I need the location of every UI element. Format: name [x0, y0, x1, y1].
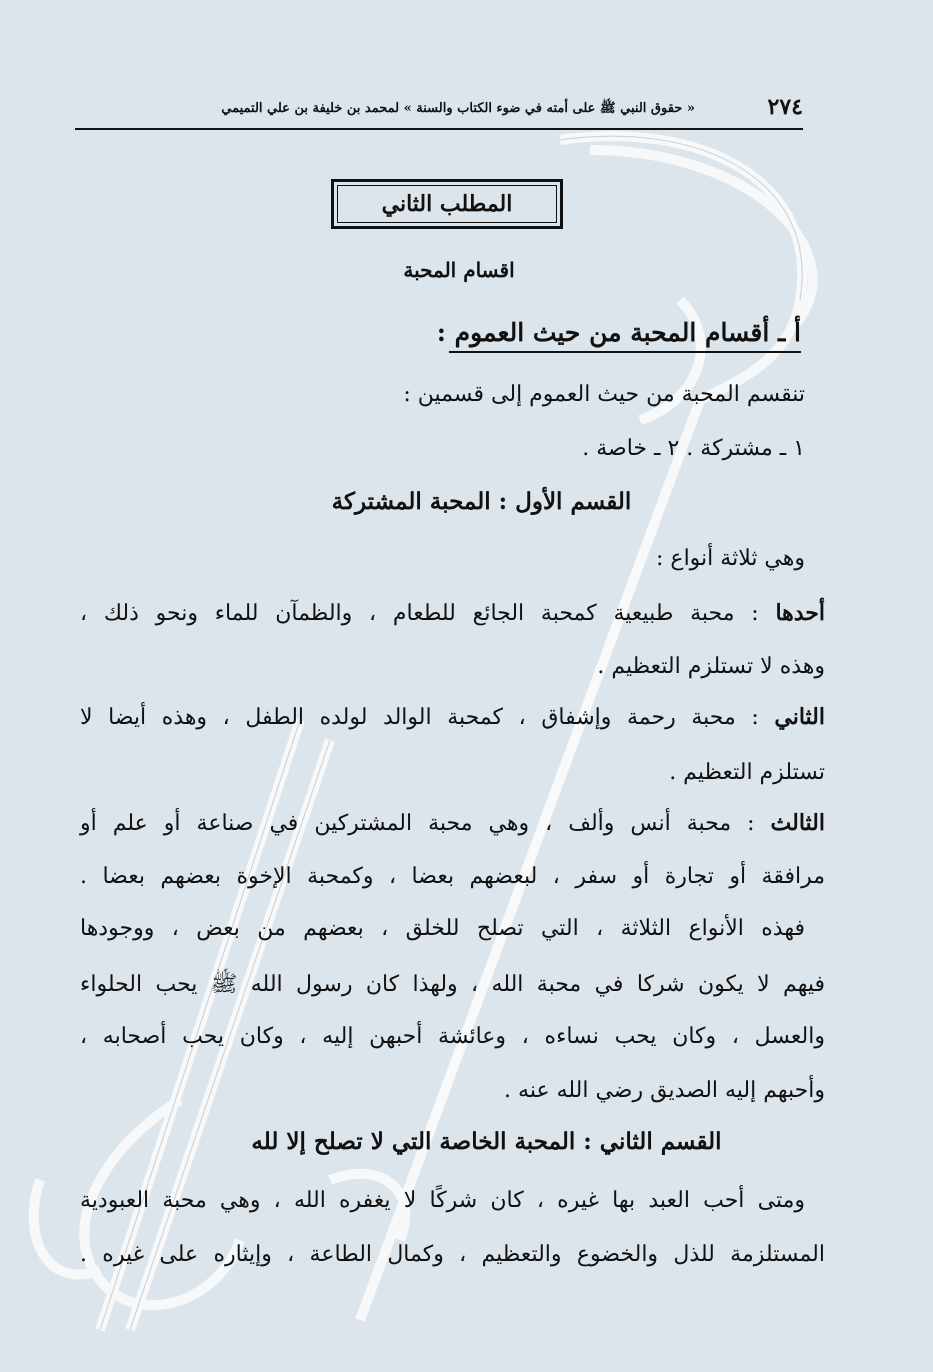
third-type-label: الثالث: [770, 810, 825, 836]
heading-a: [437, 318, 801, 347]
part-one-lead: وهي ثلاثة أنواع :: [656, 546, 805, 571]
first-type-label: أحدها: [775, 600, 826, 626]
second-type-cont: تستلزم التعظيم .: [669, 760, 825, 785]
heading-a-text: أ ـ أقسام المحبة من حيث العموم :: [436, 318, 801, 347]
summary-line: فهذه الأنواع الثلاثة ، التي تصلح للخلق ، بعضهم من بعض ، ووجودها: [80, 916, 805, 941]
part-two-heading: القسم الثاني : المحبة الخاصة التي لا تصلح إلا لله: [251, 1128, 722, 1155]
first-type-text: : محبة طبيعية كمحبة الجائع للطعام ، والظمآن للماء ونحو ذلك ،: [80, 601, 759, 626]
second-type-text: : محبة رحمة وإشفاق ، كمحبة الوالد لولده الطفل ، وهذه أيضا لا: [80, 705, 759, 730]
summary-line: والعسل ، وكان يحب نساءه ، وعائشة أحبهن إليه ، وكان يحب أصحابه ،: [80, 1024, 825, 1049]
first-type-cont: وهذه لا تستلزم التعظيم .: [597, 654, 825, 679]
section-title: المطلب الثاني: [381, 191, 513, 217]
part-one-heading: القسم الأول : المحبة المشتركة: [331, 488, 632, 515]
section-title-box: [331, 179, 563, 229]
third-type-text: : محبة أنس وألف ، وهي محبة المشتركين في صناعة أو علم أو: [80, 811, 755, 836]
subtitle: اقسام المحبة: [403, 258, 515, 282]
summary-line: فيهم لا يكون شركا في محبة الله ، ولهذا كان رسول الله ﷺ يحب الحلواء: [80, 972, 825, 997]
intro-line: تنقسم المحبة من حيث العموم إلى قسمين :: [403, 382, 805, 407]
second-type-label: الثاني: [774, 704, 825, 730]
part-two-line: المستلزمة للذل والخضوع والتعظيم ، وكمال الطاعة ، وإيثاره على غيره .: [80, 1242, 825, 1267]
third-type-cont: مرافقة أو تجارة أو سفر ، لبعضهم بعضا ، وكمحبة الإخوة بعضهم بعضا .: [80, 864, 825, 889]
types-line: ١ ـ مشتركة . ٢ ـ خاصة .: [582, 436, 805, 461]
running-title: « حقوق النبي ﷺ على أمته في ضوء الكتاب والسنة » لمحمد بن خليفة بن علي التميمي: [221, 101, 695, 116]
part-two-line: ومتى أحب العبد بها غيره ، كان شركًا لا يغفره الله ، وهي محبة العبودية: [80, 1188, 805, 1213]
page-header: [75, 92, 803, 130]
third-type-line: [80, 810, 825, 836]
summary-line: وأحبهم إليه الصديق رضي الله عنه .: [504, 1078, 825, 1103]
page-number: ٢٧٤: [767, 94, 803, 120]
first-type-line: [80, 600, 825, 626]
heading-underline: [449, 351, 801, 353]
second-type-line: [80, 704, 825, 730]
